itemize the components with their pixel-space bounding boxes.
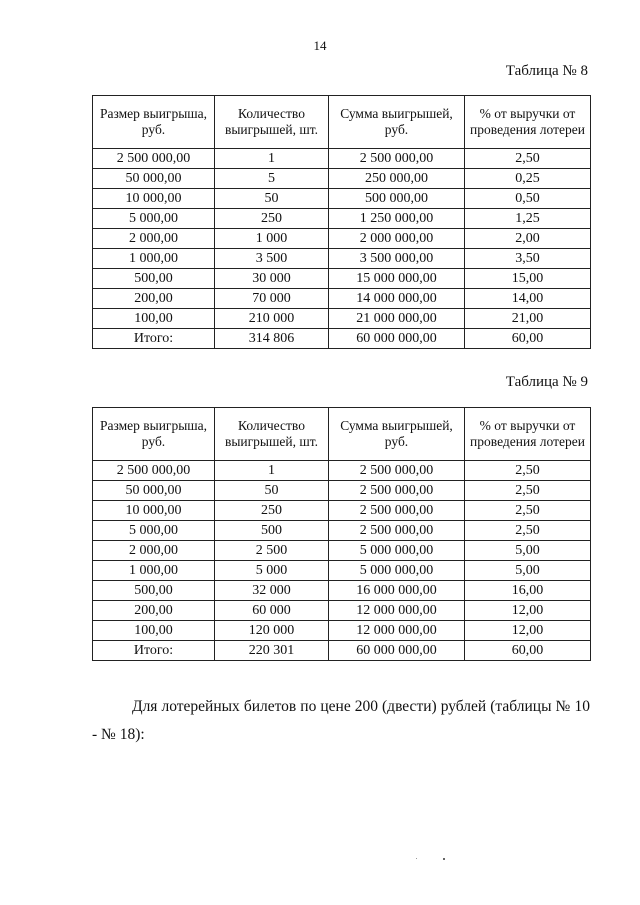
table-cell: 16,00 bbox=[465, 581, 591, 601]
table-cell: 21,00 bbox=[465, 309, 591, 329]
table-cell: 5,00 bbox=[465, 561, 591, 581]
scan-speck bbox=[443, 858, 445, 860]
table-cell: 500 000,00 bbox=[329, 189, 465, 209]
column-header: % от выручки от проведения лотереи bbox=[465, 408, 591, 461]
table-cell: 220 301 bbox=[215, 641, 329, 661]
table-cell: 5 000 000,00 bbox=[329, 541, 465, 561]
table-cell: 50 bbox=[215, 481, 329, 501]
table-row bbox=[93, 481, 591, 501]
table-row bbox=[93, 149, 591, 169]
table-cell: 60,00 bbox=[465, 641, 591, 661]
table-cell: 2 500 000,00 bbox=[329, 461, 465, 481]
table-row bbox=[93, 561, 591, 581]
table-cell: 12 000 000,00 bbox=[329, 601, 465, 621]
column-header: Сумма выигрышей, руб. bbox=[329, 96, 465, 149]
table-cell: 5,00 bbox=[465, 541, 591, 561]
table-cell: 2,50 bbox=[465, 521, 591, 541]
table-8-caption: Таблица № 8 bbox=[505, 63, 588, 79]
prize-table-8 bbox=[92, 95, 591, 349]
table-cell: 21 000 000,00 bbox=[329, 309, 465, 329]
table-cell: 3 500 000,00 bbox=[329, 249, 465, 269]
table-cell: 12,00 bbox=[465, 621, 591, 641]
table-cell: 2 500 000,00 bbox=[329, 481, 465, 501]
table-cell: 2 500 000,00 bbox=[329, 521, 465, 541]
table-row bbox=[93, 601, 591, 621]
column-header: Размер выигрыша, руб. bbox=[93, 408, 215, 461]
total-row bbox=[93, 641, 591, 661]
table-cell: 500,00 bbox=[93, 269, 215, 289]
table-cell: 15 000 000,00 bbox=[329, 269, 465, 289]
table-cell: 2,50 bbox=[465, 461, 591, 481]
table-cell: 30 000 bbox=[215, 269, 329, 289]
table-cell: 5 bbox=[215, 169, 329, 189]
table-row bbox=[93, 521, 591, 541]
table-cell: 1 000,00 bbox=[93, 249, 215, 269]
table-row bbox=[93, 541, 591, 561]
table-cell: 0,25 bbox=[465, 169, 591, 189]
table-cell: 250 000,00 bbox=[329, 169, 465, 189]
table-row bbox=[93, 249, 591, 269]
table-header-row bbox=[93, 408, 591, 461]
table-cell: 10 000,00 bbox=[93, 501, 215, 521]
table-cell: 2 000,00 bbox=[93, 541, 215, 561]
table-cell: 16 000 000,00 bbox=[329, 581, 465, 601]
table-cell: 15,00 bbox=[465, 269, 591, 289]
table-cell: 50 bbox=[215, 189, 329, 209]
table-cell: 60,00 bbox=[465, 329, 591, 349]
column-header: % от выручки от проведения лотереи bbox=[465, 96, 591, 149]
table-cell: 32 000 bbox=[215, 581, 329, 601]
column-header: Количество выигрышей, шт. bbox=[215, 408, 329, 461]
table-cell: 2 500 000,00 bbox=[93, 149, 215, 169]
table-cell: 1 000,00 bbox=[93, 561, 215, 581]
table-cell: 2 500 bbox=[215, 541, 329, 561]
table-cell: 60 000 000,00 bbox=[329, 641, 465, 661]
table-cell: 2 500 000,00 bbox=[329, 149, 465, 169]
table-cell: 2 500 000,00 bbox=[93, 461, 215, 481]
table-cell: 500,00 bbox=[93, 581, 215, 601]
table-cell: 12 000 000,00 bbox=[329, 621, 465, 641]
table-cell: 100,00 bbox=[93, 309, 215, 329]
table-cell: 14,00 bbox=[465, 289, 591, 309]
table-cell: 120 000 bbox=[215, 621, 329, 641]
table-cell: 50 000,00 bbox=[93, 169, 215, 189]
table-cell: 5 000,00 bbox=[93, 209, 215, 229]
table-row bbox=[93, 501, 591, 521]
table-cell: 2 500 000,00 bbox=[329, 501, 465, 521]
column-header: Количество выигрышей, шт. bbox=[215, 96, 329, 149]
table-cell: Итого: bbox=[93, 329, 215, 349]
table-cell: 1 250 000,00 bbox=[329, 209, 465, 229]
table-cell: 250 bbox=[215, 501, 329, 521]
table-cell: 3 500 bbox=[215, 249, 329, 269]
prize-table-9 bbox=[92, 407, 591, 661]
table-row bbox=[93, 621, 591, 641]
table-cell: 5 000,00 bbox=[93, 521, 215, 541]
table-cell: 2,50 bbox=[465, 481, 591, 501]
table-cell: 70 000 bbox=[215, 289, 329, 309]
table-cell: 100,00 bbox=[93, 621, 215, 641]
table-row bbox=[93, 461, 591, 481]
table-row bbox=[93, 309, 591, 329]
table-cell: 5 000 000,00 bbox=[329, 561, 465, 581]
column-header: Сумма выигрышей, руб. bbox=[329, 408, 465, 461]
table-cell: 50 000,00 bbox=[93, 481, 215, 501]
table-cell: 200,00 bbox=[93, 289, 215, 309]
table-cell: 2,50 bbox=[465, 501, 591, 521]
table-cell: 5 000 bbox=[215, 561, 329, 581]
table-cell: Итого: bbox=[93, 641, 215, 661]
body-paragraph: Для лотерейных билетов по цене 200 (двести) рублей (таблицы № 10 - № 18): bbox=[92, 697, 590, 743]
table-cell: 500 bbox=[215, 521, 329, 541]
table-cell: 2,00 bbox=[465, 229, 591, 249]
column-header: Размер выигрыша, руб. bbox=[93, 96, 215, 149]
table-cell: 1 000 bbox=[215, 229, 329, 249]
table-row bbox=[93, 229, 591, 249]
table-row bbox=[93, 289, 591, 309]
table-cell: 2 000,00 bbox=[93, 229, 215, 249]
page-number: 14 bbox=[313, 38, 327, 53]
scan-speck bbox=[416, 858, 417, 859]
table-cell: 60 000 bbox=[215, 601, 329, 621]
table-cell: 210 000 bbox=[215, 309, 329, 329]
table-row bbox=[93, 209, 591, 229]
table-9-caption: Таблица № 9 bbox=[505, 374, 588, 390]
table-cell: 60 000 000,00 bbox=[329, 329, 465, 349]
table-cell: 2 000 000,00 bbox=[329, 229, 465, 249]
table-cell: 0,50 bbox=[465, 189, 591, 209]
table-cell: 10 000,00 bbox=[93, 189, 215, 209]
table-cell: 1,25 bbox=[465, 209, 591, 229]
table-row bbox=[93, 169, 591, 189]
table-row bbox=[93, 269, 591, 289]
table-cell: 1 bbox=[215, 461, 329, 481]
table-cell: 1 bbox=[215, 149, 329, 169]
table-cell: 250 bbox=[215, 209, 329, 229]
table-header-row bbox=[93, 96, 591, 149]
table-cell: 3,50 bbox=[465, 249, 591, 269]
table-row bbox=[93, 581, 591, 601]
total-row bbox=[93, 329, 591, 349]
table-cell: 2,50 bbox=[465, 149, 591, 169]
table-cell: 314 806 bbox=[215, 329, 329, 349]
table-cell: 200,00 bbox=[93, 601, 215, 621]
table-cell: 14 000 000,00 bbox=[329, 289, 465, 309]
table-cell: 12,00 bbox=[465, 601, 591, 621]
table-row bbox=[93, 189, 591, 209]
